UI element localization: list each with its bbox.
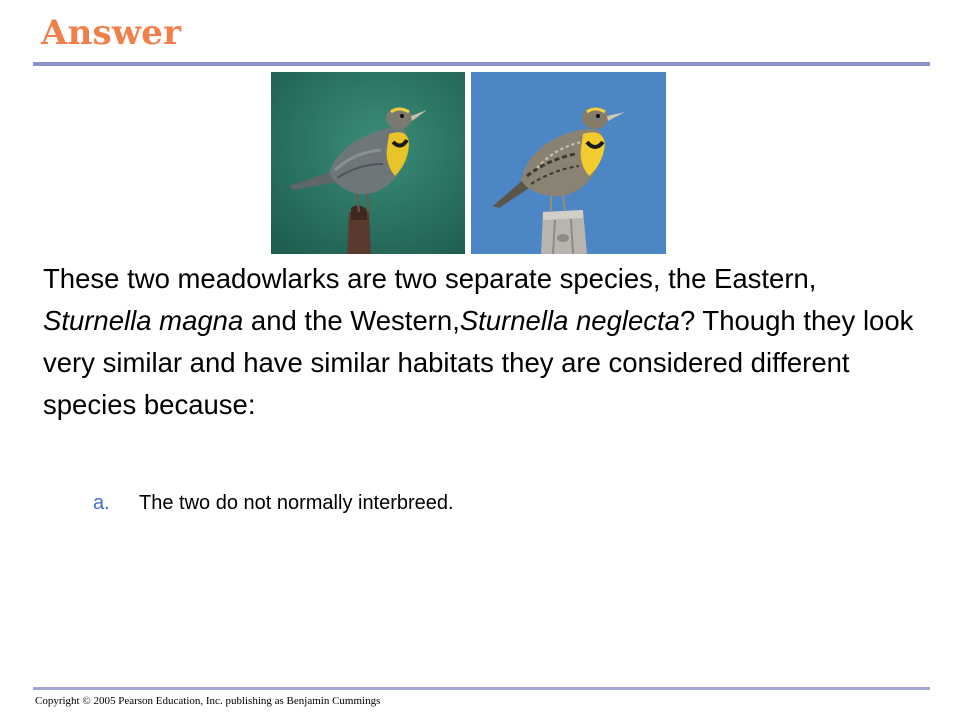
eastern-meadowlark-photo — [271, 72, 465, 254]
reason-list — [93, 488, 454, 518]
answer-text-part-1: These two meadowlarks are two separate species, the Eastern, — [43, 263, 817, 294]
copyright-footer: Copyright © 2005 Pearson Education, Inc. publishing as Benjamin Cummings — [35, 695, 381, 707]
answer-text-part-3: ? Though they look very similar and have similar habitats they are considered different species because: — [43, 305, 914, 420]
species-eastern: Sturnella magna — [43, 305, 244, 336]
title-divider — [33, 62, 930, 66]
slide-title: Answer — [41, 13, 182, 53]
western-meadowlark-photo — [471, 72, 666, 254]
list-item — [93, 488, 454, 518]
list-marker: a. — [93, 492, 110, 514]
species-western: Sturnella neglecta — [459, 305, 680, 336]
answer-paragraph — [43, 258, 918, 426]
list-item-text: The two do not normally interbreed. — [139, 492, 454, 514]
answer-text-part-2: and the Western, — [243, 305, 460, 336]
footer-divider — [33, 687, 930, 690]
